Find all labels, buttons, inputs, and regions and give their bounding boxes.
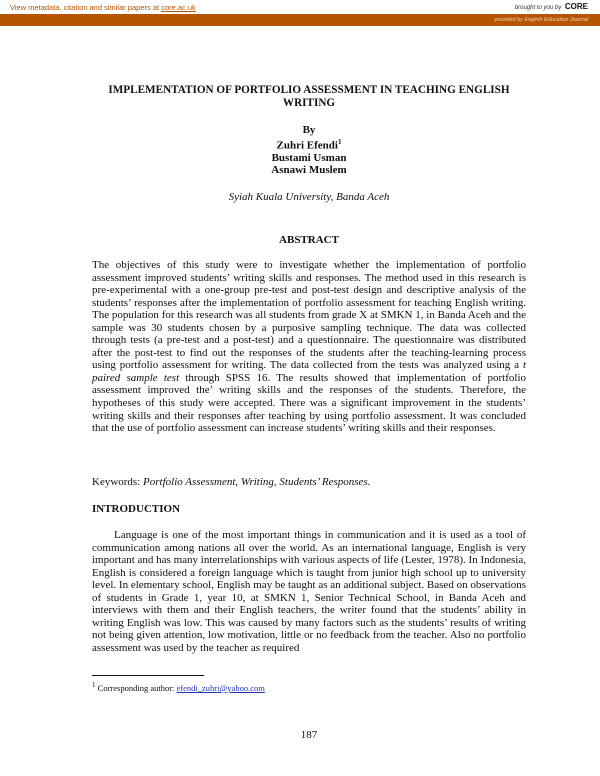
- author: Zuhri Efendi$^1$: [276, 138, 342, 152]
- footnote: [92, 681, 526, 693]
- footnote-divider: [92, 675, 204, 676]
- provided-by-text[interactable]: provided by English Education Journal: [494, 17, 588, 23]
- page-number: 187: [300, 729, 318, 741]
- introduction-text: Language is one of the most important things in communication and it is used as a tool of communication among nations all over the world. As an international language, English is very important and has many interrelationships with various aspects of life (Lester, 1978). In Indonesia, English is considered a foreign language which is taught from junior high school up to university level. In elementary school, English may be taught as an additional subject. Based on observations of students in Grade 1, year 10, at SMKN 1, Senior Technical School, in Banda Aceh and interviews with them and their English teachers, the writer found that the students’ ability in writing English was low. This was caused by many factors such as the students’ results of writing not being given attention, low motivation, little or no feedback from the teacher. Also no portfolio assessment was used by the teacher as required: [92, 529, 526, 654]
- author: Bustami Usman: [271, 152, 347, 165]
- metadata-notice: [10, 3, 196, 12]
- abstract-italic: t paired sample test: [92, 359, 526, 384]
- author-email-link[interactable]: efendi_zuhri@yahoo.com: [176, 682, 265, 693]
- brought-by[interactable]: [515, 2, 588, 11]
- abstract-text: [92, 259, 526, 435]
- metadata-text: View metadata, citation and similar papers at: [10, 3, 160, 12]
- footnote-number: 1: [92, 681, 96, 689]
- provider-bar: [0, 14, 600, 26]
- footnote-label: Corresponding author:: [95, 682, 177, 693]
- paper-title: IMPLEMENTATION OF PORTFOLIO ASSESSMENT IN TEACHING ENGLISH WRITING: [108, 84, 510, 109]
- abstract-heading: ABSTRACT: [279, 234, 339, 246]
- brought-by-text: brought to you by: [514, 5, 562, 11]
- core-logo: CORE: [564, 2, 588, 11]
- core-banner: [0, 0, 600, 14]
- keywords: [92, 476, 526, 488]
- author: Asnawi Muslem: [271, 164, 347, 177]
- affiliation: Syiah Kuala University, Banda Aceh: [228, 191, 390, 203]
- abstract-part: The objectives of this study were to investigate whether the implementation of portfolio assessment improved students’ writing skills and responses. The method used in this research is pre-experimental with a one-group pre-test and post-test design and descriptive analysis of the students’ responses after the implementation of portfolio assessment for teaching English writing. The population for this research was all students from grade X at SMKN 1, in Banda Aceh and the sample was 30 students chosen by a purposive sampling technique. The data was collected through tests (a pre-test and a post-test) and a questionnaire. The questionnaire was distributed after the post-test to find out the responses of the students after the teaching-learning process using portfolio assessment for writing. The data collected from the tests was analyzed using a: [92, 259, 526, 372]
- abstract-part: through SPSS 16. The results showed that implementation of portfolio assessment improved the’ writing skills and the responses of the students. Therefore, the hypotheses of this study were accepted. There was a significant improvement in the students’ writing skills and their responses after teaching by using portfolio assessment. It was concluded that the use of portfolio assessment can increase students’ writing skills and their responses.: [92, 371, 526, 435]
- keywords-label: Keywords:: [92, 476, 144, 488]
- keywords-list: Portfolio Assessment, Writing, Students’ Responses.: [143, 476, 371, 488]
- footnote-marker: 1: [337, 138, 342, 147]
- author-block: [92, 124, 526, 176]
- by-label: By: [302, 124, 316, 136]
- introduction-heading: INTRODUCTION: [92, 503, 181, 515]
- core-link[interactable]: core.ac.uk: [161, 3, 196, 12]
